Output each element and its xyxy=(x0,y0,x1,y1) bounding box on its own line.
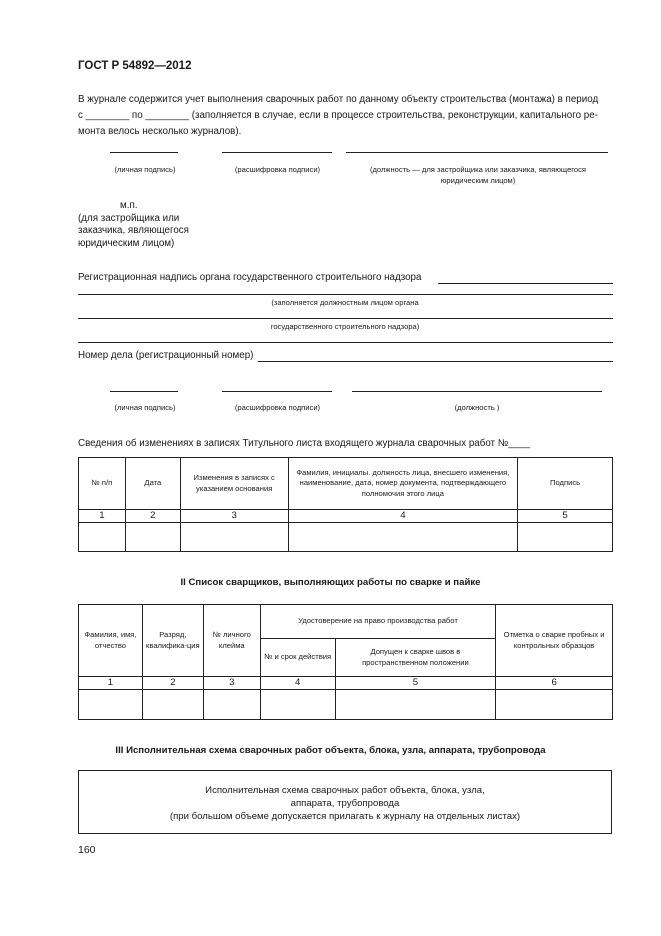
signature2-line-decoding[interactable] xyxy=(222,391,332,392)
signature-line-decoding[interactable] xyxy=(222,152,332,153)
table-cell[interactable] xyxy=(288,523,518,552)
table-cell[interactable] xyxy=(203,690,260,720)
signature-line-position[interactable] xyxy=(346,152,608,153)
scheme-text-1: Исполнительная схема сварочных работ объекта, блока, узла, xyxy=(205,785,485,796)
intro-line-2: с ________ по ________ (заполняется в случае, если в процессе строительства, реконструкции, капитального ре- xyxy=(78,110,598,121)
col-number: 5 xyxy=(335,677,496,690)
registration-note-1: (заполняется должностным лицом органа xyxy=(271,298,419,307)
caption-position-2: юридическим лицом) xyxy=(440,176,516,185)
col-number: 3 xyxy=(203,677,260,690)
col-header-mark: № личного клейма xyxy=(203,605,260,677)
caption-personal-signature: (личная подпись) xyxy=(114,165,176,174)
signature-line-personal[interactable] xyxy=(110,152,178,153)
case-number-field[interactable] xyxy=(258,361,613,362)
section-title-welders: II Список сварщиков, выполняющих работы по сварке и пайке xyxy=(180,577,481,588)
registration-field-1[interactable] xyxy=(438,283,613,284)
signature2-line-position[interactable] xyxy=(352,391,602,392)
table-cell[interactable] xyxy=(496,690,613,720)
col-number: 5 xyxy=(518,510,613,523)
table-cell[interactable] xyxy=(518,523,613,552)
table-cell[interactable] xyxy=(79,690,143,720)
col-header-number: № п/п xyxy=(79,458,126,510)
stamp-mp: м.п. xyxy=(120,200,138,211)
section-title-scheme: III Исполнительная схема сварочных работ объекта, блока, узла, аппарата, трубопровода xyxy=(115,745,546,756)
registration-field-2[interactable] xyxy=(78,294,613,295)
caption2-signature-decoding: (расшифровка подписи) xyxy=(234,403,321,412)
col-number: 3 xyxy=(180,510,288,523)
caption2-position: (должность ) xyxy=(454,403,500,412)
caption-signature-decoding: (расшифровка подписи) xyxy=(234,165,321,174)
intro-paragraph xyxy=(78,92,613,140)
col-number: 2 xyxy=(142,677,203,690)
changes-title: Сведения об изменениях в записях Титульного листа входящего журнала сварочных работ №____ xyxy=(78,438,531,449)
table-cell[interactable] xyxy=(335,690,496,720)
col-header-name: Фамилия, имя, отчество xyxy=(79,605,143,677)
stamp-note-1: (для застройщика или xyxy=(78,212,180,224)
stamp-note-2: заказчика, являющегося xyxy=(78,225,189,236)
intro-line-3: монта велось несколько журналов). xyxy=(78,126,242,137)
col-number: 6 xyxy=(496,677,613,690)
table-cell[interactable] xyxy=(180,523,288,552)
col-number: 2 xyxy=(125,510,180,523)
intro-line-1: В журнале содержится учет выполнения сварочных работ по данному объекту строительства (монтажа) в период xyxy=(78,94,599,105)
col-number: 1 xyxy=(79,510,126,523)
col-header-certificate-number: № и срок действия xyxy=(260,639,335,677)
welders-table xyxy=(78,604,613,720)
registration-field-3[interactable] xyxy=(78,318,613,319)
col-header-date: Дата xyxy=(125,458,180,510)
registration-note-2: государственного строительного надзора) xyxy=(270,322,420,331)
changes-table xyxy=(78,457,613,552)
case-number-label: Номер дела (регистрационный номер) xyxy=(78,350,254,361)
col-header-signature: Подпись xyxy=(518,458,613,510)
stamp-note-3: юридическим лицом) xyxy=(78,237,175,249)
col-header-samples: Отметка о сварке пробных и контрольных образцов xyxy=(496,605,613,677)
col-number: 4 xyxy=(260,677,335,690)
registration-label: Регистрационная надпись органа государственного строительного надзора xyxy=(78,272,422,283)
col-number: 4 xyxy=(288,510,518,523)
page-number: 160 xyxy=(78,844,96,856)
caption-position-1: (должность — для застройщика или заказчика, являющегося xyxy=(369,165,587,174)
scheme-text-2: аппарата, трубопровода xyxy=(290,798,400,809)
table-cell[interactable] xyxy=(260,690,335,720)
col-header-grade: Разряд, квалифика-ция xyxy=(142,605,203,677)
table-cell[interactable] xyxy=(79,523,126,552)
col-header-certificate: Удостоверение на право производства работ xyxy=(260,605,495,639)
col-number: 1 xyxy=(79,677,143,690)
col-header-changes: Изменения в записях с указанием основания xyxy=(180,458,288,510)
col-header-person: Фамилия, инициалы. должность лица, внесшего изменения, наименование, дата, номер документа, подтверждающего полномочия этого лица xyxy=(288,458,518,510)
col-header-certificate-allowed: Допущен к сварке швов в пространственном положении xyxy=(335,639,496,677)
scheme-text-3: (при большом объеме допускается прилагать к журналу на отдельных листах) xyxy=(169,811,521,822)
scheme-box xyxy=(78,770,612,834)
signature2-line-personal[interactable] xyxy=(110,391,178,392)
registration-field-4[interactable] xyxy=(78,342,613,343)
stamp-block xyxy=(78,200,189,250)
table-cell[interactable] xyxy=(125,523,180,552)
document-header: ГОСТ Р 54892—2012 xyxy=(78,60,192,72)
caption2-personal-signature: (личная подпись) xyxy=(114,403,176,412)
table-cell[interactable] xyxy=(142,690,203,720)
